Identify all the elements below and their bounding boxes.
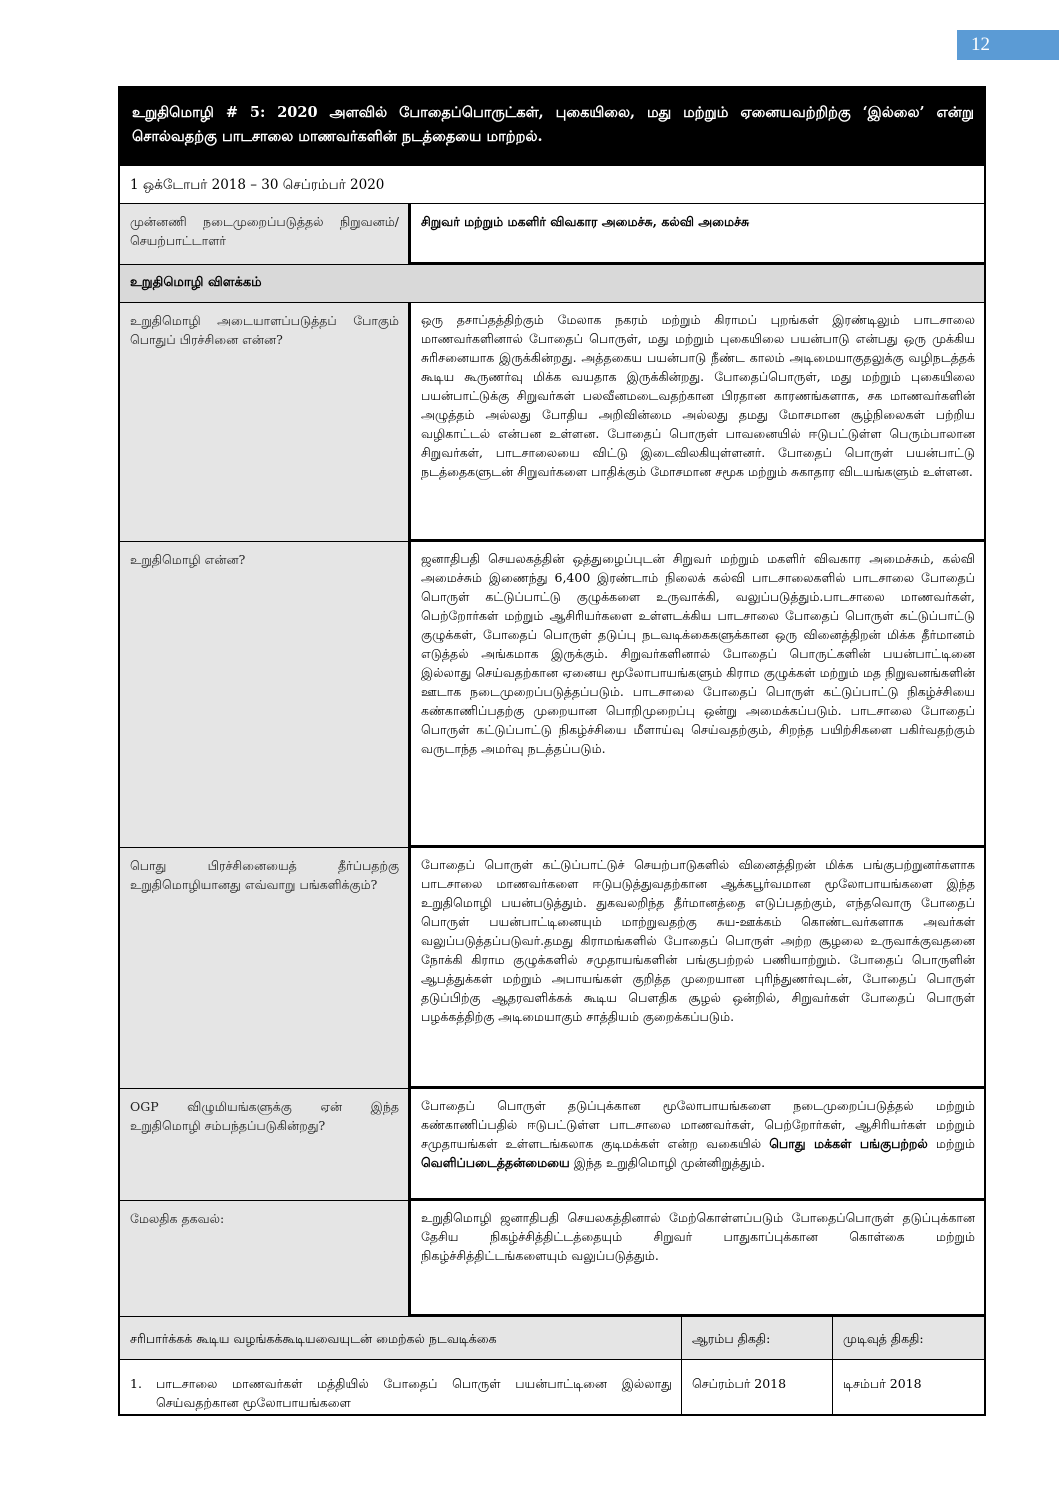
milestone-activity-header: சரிபார்க்கக் கூடிய வழங்கக்கூடியவையுடன் மைற்கல் நடவடிக்கை [120, 1317, 682, 1359]
info-label: மேலதிக தகவல்: [120, 1201, 409, 1316]
commitment-period: 1 ஒக்டோபர் 2018 – 30 செப்ரம்பர் 2020 [120, 165, 984, 203]
milestone-activity [120, 1360, 682, 1414]
page-number: 12 [957, 30, 1059, 60]
ogp-text-1: போதைப் பொருள் தடுப்புக்கான மூலோபாயங்களை நடைமுறைப்படுத்தல் மற்றும் கண்காணிப்பதில் ஈடுபட்டுள்ள பாடசாலை மாணவர்கள், பெற்றோர்கள், ஆசிரியர்கள் மற்றும் சமுதாயங்கள் உள்ளடங்கலாக குடிமக்கள் என்ற வகையில் [421, 1098, 975, 1151]
milestone-end-header: முடிவுத் திகதி: [843, 1331, 924, 1346]
ogp-value [409, 1089, 984, 1200]
problem-value: ஒரு தசாப்தத்திற்கும் மேலாக நகரம் மற்றும் கிராமப் புறங்கள் இரண்டிலும் பாடசாலை மாணவர்களினால் போதைப் பொருள், மது மற்றும் புகையிலை பயன்பாடு என்பது ஒரு முக்கிய சுரிசனையாக இருக்கின்றது. அத்தகைய பயன்பாடு நீண்ட காலம் அடிமையாகுதலுக்கு வழிநடத்தக் கூடிய கூருணர்வு மிக்க வயதாக இருக்கின்றது. போதைப்பொருள், மது மற்றும் புகையிலை பயன்பாட்டுக்கு சிறுவர்கள் பலவீனமடைவதற்கான பிரதான காரணங்களாக, சக மாணவர்களின் அழுத்தம் அல்லது போதிய அறிவின்மை அல்லது தமது மோசமான சூழ்நிலைகள் பற்றிய வழிகாட்டல் என்பன உள்ளன. போதைப் பொருள் பாவனையில் ஈடுபட்டுள்ள பெரும்பாலான சிறுவர்கள், பாடசாலையை விட்டு இடைவிலகியுள்ளனர். போதைப் பொருள் பயன்பாட்டு நடத்தைகளுடன் சிறுவர்களை பாதிக்கும் மோசமான சமூக மற்றும் சுகாதார விடயங்களும் உள்ளன. [409, 303, 984, 541]
milestone-text: பாடசாலை மாணவர்கள் மத்தியில் போதைப் பொருள் பயன்பாட்டினை இல்லாது செய்வதற்கான மூலோபாயங்களை [156, 1376, 672, 1410]
info-value: உறுதிமொழி ஜனாதிபதி செயலகத்தினால் மேற்கொள்ளப்படும் போதைப்பொருள் தடுப்புக்கான தேசிய நிகழ்ச்சித்திட்டத்தையும் சிறுவர் பாதுகாப்புக்கான கொள்கை மற்றும் நிகழ்ச்சித்திட்டங்களையும் வலுப்படுத்தும். [409, 1201, 984, 1316]
what-label: உறுதிமொழி என்ன? [120, 542, 409, 847]
ogp-row [120, 1088, 984, 1200]
commitment-title: உறுதிமொழி # 5: 2020 அளவில் போதைப்பொருட்கள், புகையிலை, மது மற்றும் ஏனையவற்றிற்கு ‘இல்லை’ என்று சொல்வதற்கு பாடசாலை மாணவர்களின் நடத்தையை மாற்றல். [120, 88, 984, 165]
problem-row [120, 302, 984, 541]
what-value: ஜனாதிபதி செயலகத்தின் ஒத்துழைப்புடன் சிறுவர் மற்றும் மகளிர் விவகார அமைச்சும், கல்வி அமைச்சும் இணைந்து 6,400 இரண்டாம் நிலைக் கல்வி பாடசாலைகளில் பாடசாலை போதைப் பொருள் கட்டுப்பாட்டு குழுக்களை உருவாக்கி, வலுப்படுத்தும்.பாடசாலை மாணவர்கள், பெற்றோர்கள் மற்றும் ஆசிரியர்களை உள்ளடக்கிய பாடசாலை போதைப் பொருள் கட்டுப்பாட்டு குழுக்கள், போதைப் பொருள் தடுப்பு நடவடிக்கைகளுக்கான ஒரு வினைத்திறன் மிக்க தீர்மானம் எடுத்தல் அங்கமாக இருக்கும். சிறுவர்களினால் போதைப் பொருட்களின் பயன்பாட்டினை இல்லாது செய்வதற்கான ஏனைய மூலோபாயங்களும் கிராம குழுக்கள் மற்றும் மத நிறுவனங்களின் ஊடாக நடைமுறைப்படுத்தப்படும். பாடசாலை போதைப் பொருள் கட்டுப்பாட்டு நிகழ்ச்சியை கண்காணிப்பதற்கு முறையான பொறிமுறைப்பு ஒன்று அமைக்கப்படும். பாடசாலை போதைப் பொருள் கட்டுப்பாட்டு நிகழ்ச்சியை மீளாய்வு செய்வதற்கும், சிறந்த பயிற்சிகளை பகிர்வதற்கும் வருடாந்த அமர்வு நடத்தப்படும். [409, 542, 984, 847]
what-row [120, 541, 984, 847]
section-title: உறுதிமொழி விளக்கம் [120, 264, 984, 302]
lead-agency-value: சிறுவர் மற்றும் மகளிர் விவகார அமைச்சு, கல்வி அமைச்சு [409, 204, 984, 264]
how-value: போதைப் பொருள் கட்டுப்பாட்டுச் செயற்பாடுகளில் வினைத்திறன் மிக்க பங்குபற்றுனர்களாக பாடசாலை மாணவர்களை ஈடுபடுத்துவதற்கான ஆக்கபூர்வமான மூலோபாயங்களை இந்த உறுதிமொழி பயன்படுத்தும். துகவலறிந்த தீர்மானத்தை எடுப்பதற்கும், எந்தவொரு போதைப் பொருள் பயன்பாட்டினையும் மாற்றுவதற்கு சுய-ஊக்கம் கொண்டவர்களாக அவர்கள் வலுப்படுத்தப்படுவர்.தமது கிராமங்களில் போதைப் பொருள் அற்ற சூழலை உருவாக்குவதனை நோக்கி கிராம குழுக்களில் சமுதாயங்களின் பங்குபற்றல் பணியாற்றும். போதைப் பொருளின் ஆபத்துக்கள் மற்றும் அபாயங்கள் குறித்த முறையான புரிந்துணர்வுடன், போதைப் பொருள் தடுப்பிற்கு ஆதரவளிக்கக் கூடிய பௌதிக சூழல் ஒன்றில், சிறுவர்கள் போதைப் பொருள் பழக்கத்திற்கு அடிமையாகும் சாத்தியம் குறைக்கப்படும். [409, 848, 984, 1088]
milestone-start-date: செப்ரம்பர் 2018 [682, 1360, 833, 1414]
problem-label: உறுதிமொழி அடையாளப்படுத்தப் போகும் பொதுப் பிரச்சினை என்ன? [120, 303, 409, 541]
milestone-end-date: டிசம்பர் 2018 [843, 1376, 922, 1391]
milestone-number: 1. [130, 1376, 142, 1391]
ogp-label: OGP விழுமியங்களுக்கு ஏன் இந்த உறுதிமொழி சம்பந்தப்படுகின்றது? [120, 1089, 409, 1200]
ogp-public-participation: பொது மக்கள் பங்குபற்றல் [769, 1136, 928, 1151]
milestone-start-header: ஆரம்ப திகதி: [682, 1317, 833, 1359]
ogp-text-3: இந்த உறுதிமொழி முன்னிறுத்தும். [573, 1155, 766, 1170]
lead-agency-label: முன்னணி நடைமுறைப்படுத்தல் நிறுவனம்/செயற்பாட்டாளர் [120, 204, 409, 264]
commitment-table [118, 86, 986, 1416]
milestone-header-row [120, 1316, 984, 1359]
milestone-row [120, 1359, 984, 1414]
how-label: பொது பிரச்சினையைத் தீர்ப்பதற்கு உறுதிமொழியானது எவ்வாறு பங்களிக்கும்? [120, 848, 409, 1088]
ogp-text-2: மற்றும் [935, 1136, 975, 1151]
lead-agency-row [120, 203, 984, 264]
ogp-transparency: வெளிப்படைத்தன்மையை [421, 1155, 570, 1170]
info-row [120, 1200, 984, 1316]
how-row [120, 847, 984, 1088]
